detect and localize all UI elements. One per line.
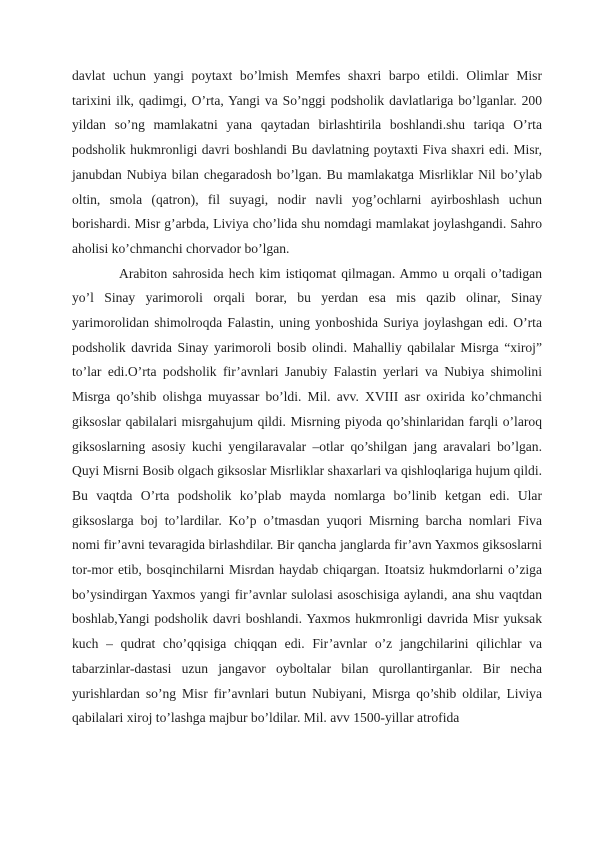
paragraph-arabiton: Arabiton sahrosida hech kim istiqomat qilmagan. Ammo u orqali o’tadigan yo’l Sinay yarimoroli orqali borar, bu yerdan esa mis qazib olinar, Sinay yarimorolidan shimolroqda Falastin, uning yonboshida Suriya joylashgan edi. O’rta podsholik davrida Sinay yarimoroli bosib olindi. Mahalliy qabilalar Misrga “xiroj” to’lar edi.O’rta podsholik fir’avnlari Janubiy Falastin yerlari va Nubiya shimolini Misrga qo’shib olishga muyassar bo’ldi. Mil. avv. XVIII asr oxirida ko’chmanchi giksoslar qabilalari misrgahujum qildi. Misrning piyoda qo’shinlaridan farqli o’laroq giksoslarning asosiy kuchi yengilaravalar –otlar qo’shilgan jang aravalari bo’lgan. Quyi Misrni Bosib olgach giksoslar Misrliklar shaxarlari va qishloqlariga hujum qildi. Bu vaqtda O’rta podsholik ko’plab mayda nomlarga bo’linib ketgan edi. Ular giksoslarga boj to’lardilar. Ko’p o’tmasdan yuqori Misrning barcha nomlari Fiva nomi fir’avni tevaragida birlashdilar. Bir qancha janglarda fir’avn Yaxmos giksoslarni tor-mor etib, bosqinchilarni Misrdan haydab chiqargan. Itoatsiz hukmdorlarni o’ziga bo’ysindirgan Yaxmos yangi fir’avnlar sulolasi asoschisiga aylandi, ana shu vaqtdan boshlab,Yangi podsholik davri boshlandi. Yaxmos hukmronligi davrida Misr yuksak kuch – qudrat cho’qqisiga chiqqan edi. Fir’avnlar o’z jangchilarini qilichlar va tabarzinlar-dastasi uzun jangavor oyboltalar bilan qurollantirganlar. Bir necha yurishlardan so’ng Misr fir’avnlari butun Nubiyani, Misrga qo’shib oldilar, Liviya qabilalari xiroj to’lashga majbur bo’ldilar. Mil. avv 1500-yillar atrofida bbox=[72, 265, 542, 726]
paragraph-continuation: davlat uchun yangi poytaxt bo’lmish Memfes shaxri barpo etildi. Olimlar Misr tarixini ilk, qadimgi, O’rta, Yangi va So’nggi podsholik davlatlariga bo’lganlar. 200 yildan so’ng mamlakatni yana qaytadan birlashtirila boshlandi.shu tariqa O’rta podsholik hukmronligi davri boshlandi Bu davlatning poytaxti Fiva shaxri edi. Misr, janubdan Nubiya bilan chegaradosh bo’lgan. Bu mamlakatga Misrliklar Nil bo’ylab oltin, smola (qatron), fil suyagi, nodir navli yog’ochlarni ayirboshlash uchun borishardi. Misr g’arbda, Liviya cho’lida shu nomdagi mamlakat joylashgandi. Sahro aholisi ko’chmanchi chorvador bo’lgan. bbox=[72, 68, 542, 256]
document-page bbox=[72, 64, 542, 731]
